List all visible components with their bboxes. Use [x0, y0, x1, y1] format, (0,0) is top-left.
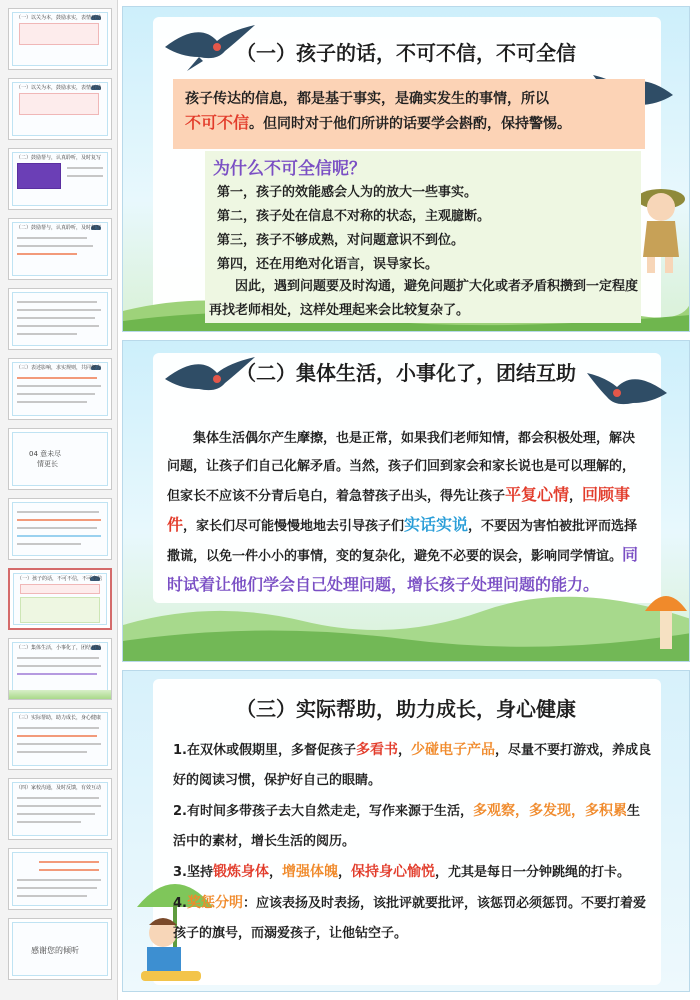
lead-text: 孩子传达的信息，都是基于事实，是确实发生的事情，所以 [185, 91, 549, 107]
thumbnail-title: （三）实际帮助，助力成长，身心健康 [16, 715, 102, 721]
slide-thumbnail-14[interactable] [8, 918, 112, 980]
highlight-text: 锻炼身体 [212, 864, 269, 880]
highlight-text: 回顾事件 [167, 485, 631, 534]
slide-thumbnail-7[interactable] [8, 428, 112, 490]
thumbnail-title: （一）孩子的话，不可不信，不可全信 [17, 576, 103, 582]
slide-thumbnail-2[interactable] [8, 78, 112, 140]
highlight-text: 多观察，多发现，多积累 [472, 803, 627, 819]
slide-thumbnail-8[interactable] [8, 498, 112, 560]
highlight-text: 奖惩分明 [186, 895, 243, 911]
body-text: ，尤其是每日一分钟跳绳的打卡。 [435, 865, 631, 880]
body-text: 1.在双休或假期里，多督促孩子 [173, 743, 356, 758]
body-text: ， [268, 865, 282, 880]
body-text: 3.坚持 [173, 865, 213, 880]
thumbnail-title: （二）鼓励帮与，认真聆听，及时复写 [16, 155, 102, 161]
thumbnail-title: （二）鼓励帮与，认真聆听，及时复写 [16, 225, 102, 231]
thumbnail-title: 04 意未尽 [29, 450, 62, 458]
tip-item-2 [173, 796, 651, 857]
mushroom-icon [643, 581, 689, 651]
slide-thumbnail-11[interactable] [8, 708, 112, 770]
slide-thumbnail-10[interactable] [8, 638, 112, 700]
body-text: 4. [173, 896, 187, 911]
body-text: ，不要因为害怕被批评而选择撒谎，以免一件小小的事情，变的复杂化，避免不必要的误会，影响同学情谊。 [167, 519, 638, 564]
thumbnail-title: （一）以关为本，鼓励求实，表情互动 [16, 85, 102, 91]
tip-item-4 [173, 888, 651, 949]
thumbnail-title: （二）集体生活，小事化了，团结互助 [16, 645, 102, 651]
body-text: ， [397, 743, 411, 758]
slide-3[interactable] [122, 670, 690, 992]
body-text: ， [338, 865, 352, 880]
body-text: 集体生活偶尔产生摩擦，也是正常，如果我们老师知情，都会积极处理，解决问题，让孩子们自己化解矛盾。当然，孩子们回到家会和家长说也是可以理解的，但家长不应该不分青后皂白，着急替孩子出头，得先让孩子 [167, 431, 636, 504]
slide-body [167, 425, 641, 601]
reason-item: 第一，孩子的效能感会人为的放大一些事实。 [217, 185, 478, 200]
slide-title: （一）孩子的话，不可不信，不可全信 [236, 41, 576, 65]
reason-item: 第二，孩子处在信息不对称的状态，主观臆断。 [217, 209, 491, 224]
body-text: ：应该表扬及时表扬，该批评就要批评，该惩罚必须惩罚。不要打着爱孩子的旗号，而溺爱孩子，让他钻空子。 [173, 896, 646, 941]
reason-item: 第三，孩子不够成熟，对问题意识不到位。 [217, 233, 465, 248]
slide-thumbnail-9[interactable] [8, 568, 112, 630]
body-text: ， [569, 489, 583, 504]
thumbnail-title: 感谢您的倾听 [31, 946, 79, 955]
slide-thumbnail-5[interactable] [8, 288, 112, 350]
highlight-text: 多看书 [355, 742, 398, 758]
conclusion-text: 因此，遇到问题要及时沟通，避免问题扩大化或者矛盾积攒到一定程度再找老师相处，这样处理起来会比较复杂了。 [209, 279, 639, 318]
slide-title: （三）实际帮助，助力成长，身心健康 [236, 697, 576, 721]
girl-illustration-icon [633, 177, 689, 277]
body-text: ，尽量不要打游戏，养成良好的阅读习惯，保护好自己的眼睛。 [173, 743, 652, 788]
slide-thumbnail-panel[interactable] [0, 0, 118, 1000]
slide-2[interactable] [122, 340, 690, 662]
highlight-text: 增强体魄 [282, 864, 338, 880]
tip-item-3 [173, 857, 651, 888]
highlight-text: 实话实说 [404, 515, 469, 534]
highlight-text: 少碰电子产品 [411, 742, 495, 758]
thumbnail-title: （三）表述影响，求实规则，共同努力 [16, 365, 102, 371]
slide-thumbnail-13[interactable] [8, 848, 112, 910]
slide-thumbnail-12[interactable] [8, 778, 112, 840]
slide-body [173, 735, 651, 949]
tip-item-1 [173, 735, 651, 796]
question-heading: 为什么不可全信呢？ [213, 159, 366, 179]
lead-paragraph [173, 79, 645, 149]
thumbnail-subtitle: 情更长 [37, 460, 58, 468]
body-text: 2.有时间多带孩子去大自然走走，写作来源于生活， [173, 804, 473, 819]
slide-thumbnail-4[interactable] [8, 218, 112, 280]
body-text: ，家长们尽可能慢慢地地去引导孩子们 [183, 519, 405, 534]
highlight-text: 同时试着让他们学会自己处理问题，增长孩子处理问题的能力。 [167, 545, 639, 594]
reason-item: 第四，还在用绝对化语言，误导家长。 [217, 257, 439, 272]
thumbnail-title: （四）家校沟通，及时反馈，有效互动 [16, 785, 102, 791]
slide-1[interactable] [122, 6, 690, 332]
slide-thumbnail-1[interactable] [8, 8, 112, 70]
lead-text: 。但同时对于他们所讲的话要学会斟酌，保持警惕。 [249, 116, 572, 132]
slide-title: （二）集体生活，小事化了，团结互助 [236, 361, 576, 385]
body-text: 生活中的素材，增长生活的阅历。 [173, 804, 640, 849]
highlight-text: 平复心情 [505, 485, 570, 504]
slide-thumbnail-6[interactable] [8, 358, 112, 420]
slide-thumbnail-3[interactable] [8, 148, 112, 210]
highlight-text: 保持身心愉悦 [351, 864, 436, 880]
highlight-text: 不可不信 [185, 113, 250, 132]
thumbnail-title: （一）以关为本，鼓励求实，表情互动 [16, 15, 102, 21]
